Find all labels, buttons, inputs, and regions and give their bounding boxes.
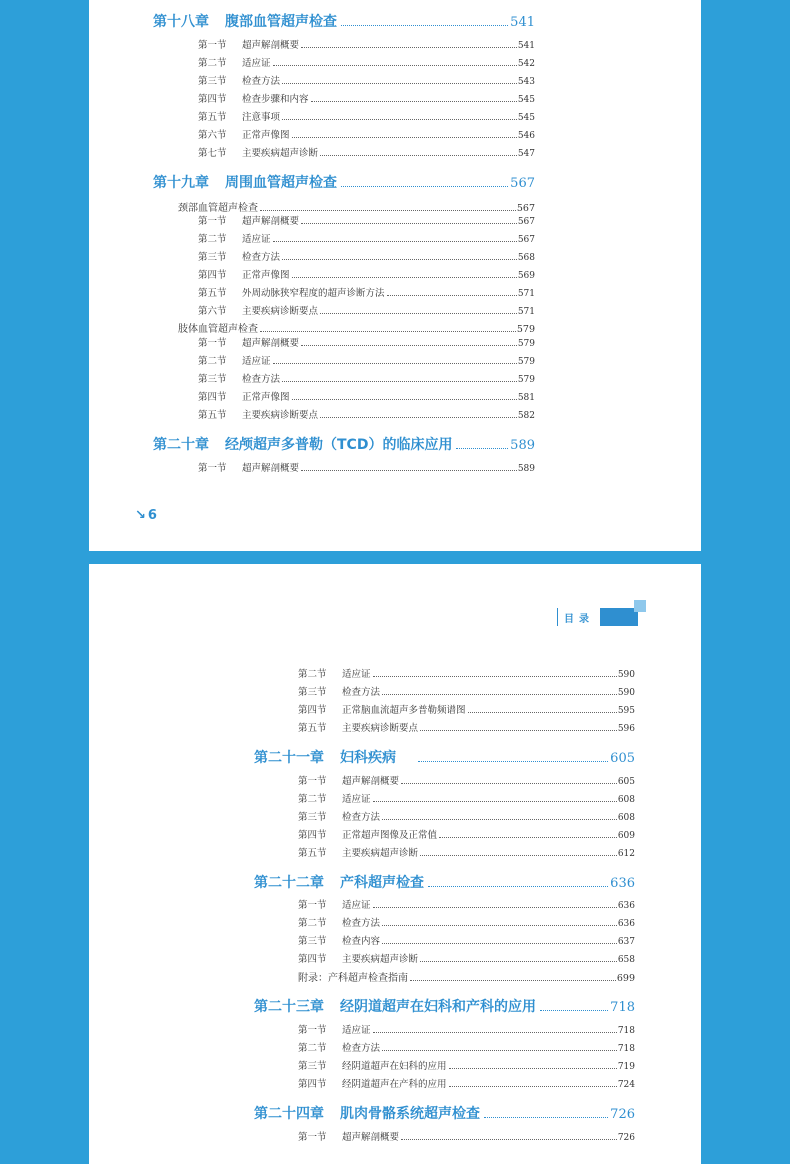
section-title: 适应证 [342,900,371,911]
section-number: 第一节 [198,216,227,227]
section-title: 正常超声图像及正常值 [342,830,438,841]
section-page-number: 581 [517,393,535,403]
section-number: 第三节 [298,1061,327,1072]
toc-entry[interactable] [198,73,535,87]
toc-entry[interactable] [198,371,535,385]
dot-leader [373,676,617,677]
section-page-number: 579 [517,357,535,367]
section-title: 检查方法 [242,374,281,385]
dot-leader [273,241,517,242]
section-number: 第三节 [298,812,327,823]
dot-leader [449,1086,617,1087]
section-title: 检查方法 [242,76,281,87]
section-title: 适应证 [242,58,271,69]
section-page-number: 719 [617,1062,635,1072]
dot-leader [273,363,517,364]
section-page-number: 543 [517,77,535,87]
section-number: 第四节 [198,270,227,281]
chapter-heading[interactable] [254,747,635,767]
toc-entry[interactable] [298,684,635,698]
section-number: 第五节 [198,410,227,421]
dot-leader [282,381,517,382]
section-title: 注意事项 [242,112,281,123]
section-number: 第一节 [198,40,227,51]
section-title: 超声解剖概要 [242,40,300,51]
toc-entry[interactable] [198,285,535,299]
dot-leader [484,1117,608,1118]
appendix-page-number: 699 [616,973,635,984]
section-page-number: 636 [617,901,635,911]
chapter-title: 产科超声检查 [340,875,424,891]
section-page-number: 608 [617,795,635,805]
section-number: 第七节 [198,148,227,159]
section-number: 第三节 [298,936,327,947]
section-title: 超声解剖概要 [342,776,400,787]
section-number: 第四节 [198,94,227,105]
section-title: 主要疾病诊断要点 [242,410,319,421]
toc-entry[interactable] [198,353,535,367]
section-page-number: 547 [517,149,535,159]
chapter-heading[interactable] [254,872,635,892]
dot-leader [540,1010,608,1011]
toc-entry[interactable] [198,335,535,349]
chapter-heading[interactable] [254,1103,635,1123]
toc-entry[interactable] [298,1129,635,1143]
subpart-title: 肢体血管超声检查 [178,324,258,335]
section-number: 第一节 [198,338,227,349]
dot-leader [292,137,517,138]
section-title: 适应证 [342,669,371,680]
section-title: 检查方法 [242,252,281,263]
section-number: 第一节 [198,463,227,474]
section-number: 第二节 [198,58,227,69]
header-label: 目录 [564,613,594,625]
dot-leader [382,925,617,926]
section-title: 检查方法 [342,687,381,698]
section-page-number: 658 [617,955,635,965]
dot-leader [373,801,617,802]
chapter-page-number: 605 [610,751,635,766]
section-number: 第四节 [298,954,327,965]
chapter-title: 腹部血管超声检查 [225,14,337,30]
section-number: 第三节 [298,687,327,698]
section-page-number: 569 [517,271,535,281]
toc-entry[interactable] [298,1040,635,1054]
chapter-page-number: 726 [610,1107,635,1122]
section-page-number: 568 [517,253,535,263]
toc-entry[interactable] [198,231,535,245]
section-title: 主要疾病超声诊断 [342,954,419,965]
dot-leader [320,313,517,314]
section-page-number: 605 [617,777,635,787]
section-number: 第二节 [298,918,327,929]
section-number: 第四节 [198,392,227,403]
section-number: 第五节 [198,112,227,123]
running-header [557,608,638,626]
section-page-number: 579 [517,375,535,385]
toc-entry[interactable] [198,127,535,141]
chapter-page-number: 636 [610,876,635,891]
section-title: 超声解剖概要 [242,216,300,227]
chapter-number: 第二十三章 [254,999,324,1015]
section-number: 第二节 [298,794,327,805]
section-title: 正常声像图 [242,130,290,141]
section-page-number: 590 [617,688,635,698]
dot-leader [282,119,517,120]
chapter-title: 经颅超声多普勒（TCD）的临床应用 [225,437,453,453]
dot-leader [420,961,617,962]
dot-leader [418,761,608,762]
section-number: 第三节 [198,252,227,263]
toc-entry[interactable] [198,55,535,69]
toc-entry[interactable] [298,897,635,911]
section-page-number: 571 [517,307,535,317]
section-number: 第三节 [198,76,227,87]
dot-leader [420,855,617,856]
section-page-number: 541 [517,41,535,51]
dot-leader [260,210,516,211]
section-number: 第一节 [298,1132,327,1143]
section-title: 主要疾病诊断要点 [342,723,419,734]
section-title: 检查步骤和内容 [242,94,309,105]
section-title: 检查方法 [342,812,381,823]
chapter-number: 第二十四章 [254,1106,324,1122]
section-number: 第一节 [298,776,327,787]
toc-entry[interactable] [198,109,535,123]
toc-entry[interactable] [198,460,535,474]
section-number: 第二节 [298,669,327,680]
section-title: 适应证 [242,356,271,367]
dot-leader [282,83,517,84]
section-title: 适应证 [242,234,271,245]
toc-page-right [89,564,701,1164]
dot-leader [301,223,517,224]
dot-leader [260,331,516,332]
section-title: 超声解剖概要 [242,463,300,474]
header-square [634,600,646,612]
section-number: 第四节 [298,830,327,841]
dot-leader [401,1139,617,1140]
subpart-page-number: 579 [516,324,535,335]
chapter-heading[interactable] [153,434,535,454]
dot-leader [382,694,617,695]
chapter-number: 第二十章 [153,437,209,453]
section-page-number: 579 [517,339,535,349]
section-number: 第二节 [198,356,227,367]
section-page-number: 609 [617,831,635,841]
section-number: 第一节 [298,1025,327,1036]
dot-leader [292,277,517,278]
section-page-number: 589 [517,464,535,474]
section-page-number: 596 [617,724,635,734]
section-page-number: 726 [617,1133,635,1143]
toc-subpart[interactable] [178,320,535,334]
section-title: 正常声像图 [242,392,290,403]
dot-leader [428,886,608,887]
toc-entry[interactable] [198,267,535,281]
dot-leader [301,345,517,346]
toc-entry[interactable] [298,933,635,947]
chapter-title: 经阴道超声在妇科和产科的应用 [340,999,536,1015]
section-title: 正常脑血流超声多普勒频谱图 [342,705,466,716]
dot-leader [468,712,617,713]
section-page-number: 718 [617,1026,635,1036]
section-number: 第二节 [298,1043,327,1054]
section-page-number: 546 [517,131,535,141]
toc-page-left [89,0,701,551]
section-number: 第四节 [298,1079,327,1090]
dot-leader [373,1032,617,1033]
dot-leader [341,186,508,187]
toc-entry[interactable] [298,720,635,734]
toc-entry[interactable] [298,666,635,680]
section-number: 第二节 [198,234,227,245]
chapter-page-number: 718 [610,1000,635,1015]
dot-leader [449,1068,617,1069]
chapter-title: 肌肉骨骼系统超声检查 [340,1106,480,1122]
chapter-page-number: 567 [510,176,535,191]
chapter-number: 第十八章 [153,14,209,30]
toc-entry[interactable] [298,827,635,841]
dot-leader [301,47,517,48]
section-number: 第三节 [198,374,227,385]
toc-entry[interactable] [198,37,535,51]
chapter-number: 第二十一章 [254,750,324,766]
dot-leader [401,783,617,784]
dot-leader [382,1050,617,1051]
section-title: 外周动脉狭窄程度的超声诊断方法 [242,288,385,299]
section-page-number: 637 [617,937,635,947]
toc-entry[interactable] [198,303,535,317]
toc-entry[interactable] [298,915,635,929]
chapter-page-number: 589 [510,438,535,453]
toc-appendix[interactable] [298,969,635,983]
section-page-number: 567 [517,235,535,245]
section-page-number: 612 [617,849,635,859]
section-title: 适应证 [342,1025,371,1036]
chapter-heading[interactable] [254,996,635,1016]
dot-leader [410,980,616,981]
section-title: 超声解剖概要 [342,1132,400,1143]
dot-leader [311,101,517,102]
toc-entry[interactable] [198,91,535,105]
toc-entry[interactable] [298,1076,635,1090]
toc-entry[interactable] [198,213,535,227]
section-title: 主要疾病诊断要点 [242,306,319,317]
dot-leader [320,155,517,156]
section-number: 第五节 [298,848,327,859]
subpart-title: 颈部血管超声检查 [178,203,258,214]
page-number: 6 [147,508,157,523]
section-title: 正常声像图 [242,270,290,281]
dot-leader [273,65,517,66]
section-page-number: 582 [517,411,535,421]
section-page-number: 545 [517,113,535,123]
section-title: 主要疾病超声诊断 [242,148,319,159]
page-footer [135,508,157,523]
appendix-title: 附录：产科超声检查指南 [298,973,408,984]
section-page-number: 590 [617,670,635,680]
section-title: 检查方法 [342,918,381,929]
dot-leader [282,259,517,260]
chapter-heading[interactable] [153,172,535,192]
section-page-number: 608 [617,813,635,823]
toc-entry[interactable] [198,407,535,421]
section-page-number: 595 [617,706,635,716]
section-page-number: 545 [517,95,535,105]
chapter-number: 第十九章 [153,175,209,191]
dot-leader [341,25,508,26]
arrow-icon: ↘ [135,508,146,523]
dot-leader [382,943,617,944]
section-page-number: 636 [617,919,635,929]
section-page-number: 718 [617,1044,635,1054]
section-title: 检查内容 [342,936,381,947]
toc-subpart[interactable] [178,199,535,213]
chapter-heading[interactable] [153,11,535,31]
header-divider [557,608,558,626]
subpart-page-number: 567 [516,203,535,214]
toc-entry[interactable] [298,1058,635,1072]
toc-entry[interactable] [298,791,635,805]
dot-leader [320,417,517,418]
section-title: 经阴道超声在产科的应用 [342,1079,447,1090]
chapter-title: 妇科疾病 [340,750,396,766]
toc-entry[interactable] [298,809,635,823]
toc-entry[interactable] [298,773,635,787]
toc-entry[interactable] [198,249,535,263]
chapter-title: 周围血管超声检查 [225,175,337,191]
section-number: 第五节 [298,723,327,734]
section-number: 第一节 [298,900,327,911]
chapter-page-number: 541 [510,15,535,30]
toc-entry[interactable] [198,389,535,403]
section-title: 超声解剖概要 [242,338,300,349]
section-page-number: 567 [517,217,535,227]
section-number: 第六节 [198,306,227,317]
section-page-number: 571 [517,289,535,299]
chapter-number: 第二十二章 [254,875,324,891]
section-number: 第四节 [298,705,327,716]
section-number: 第六节 [198,130,227,141]
toc-entry[interactable] [298,702,635,716]
dot-leader [456,448,508,449]
dot-leader [439,837,617,838]
section-page-number: 542 [517,59,535,69]
section-page-number: 724 [617,1080,635,1090]
dot-leader [301,470,517,471]
section-title: 经阴道超声在妇科的应用 [342,1061,447,1072]
section-title: 适应证 [342,794,371,805]
toc-entry[interactable] [298,951,635,965]
toc-entry[interactable] [298,845,635,859]
section-number: 第五节 [198,288,227,299]
dot-leader [387,295,517,296]
toc-entry[interactable] [298,1022,635,1036]
dot-leader [292,399,517,400]
header-block [600,608,638,626]
dot-leader [382,819,617,820]
dot-leader [420,730,617,731]
section-title: 主要疾病超声诊断 [342,848,419,859]
toc-entry[interactable] [198,145,535,159]
dot-leader [373,907,617,908]
section-title: 检查方法 [342,1043,381,1054]
